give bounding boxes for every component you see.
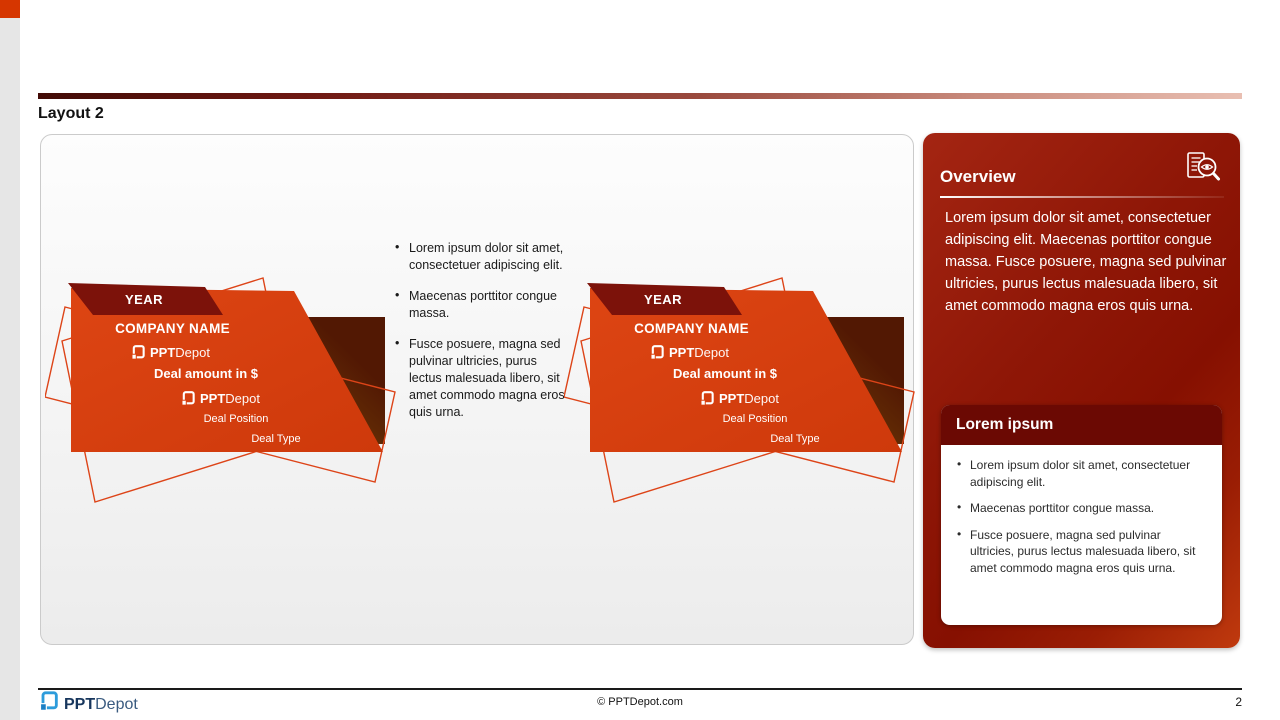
footer-rule <box>38 688 1242 690</box>
deal-card-left <box>45 272 445 522</box>
brand-light: Depot <box>95 695 138 713</box>
brand-logo-white: PPTDepot <box>679 390 799 407</box>
deal-amount-label: Deal amount in $ <box>672 366 778 381</box>
overview-divider <box>940 196 1224 198</box>
page-with-fold-icon <box>649 345 664 361</box>
callout-card <box>941 405 1222 625</box>
deal-type-label: Deal Type <box>770 433 820 445</box>
page-with-fold-icon <box>180 391 195 407</box>
callout-header <box>941 405 1222 445</box>
list-item: • Fusce posuere, magna sed pulvinar ultricies, purus lectus malesuada libero, sit amet commodo magna eros quis urna. <box>393 336 571 421</box>
brand-light: Depot <box>175 345 210 361</box>
page-number: 2 <box>1235 695 1242 709</box>
company-name: COMPANY NAME <box>634 321 749 336</box>
brand-logo-white: PPTDepot <box>629 344 749 361</box>
deal-position-label: Deal Position <box>203 413 269 425</box>
company-name: COMPANY NAME <box>115 321 230 336</box>
list-item: • Lorem ipsum dolor sit amet, consectetuer adipiscing elit. <box>393 240 571 274</box>
page-with-fold-icon <box>130 345 145 361</box>
deal-amount-label: Deal amount in $ <box>153 366 259 381</box>
list-item: • Lorem ipsum dolor sit amet, consectetuer adipiscing elit. <box>955 457 1208 490</box>
deal-card-right <box>564 272 964 522</box>
deal-type-label: Deal Type <box>251 433 301 445</box>
brand-bold: PPT <box>64 695 96 713</box>
callout-title: Lorem ipsum <box>956 416 1054 433</box>
list-item: • Maecenas porttitor congue massa. <box>955 500 1208 517</box>
slide-accent-square <box>0 0 20 18</box>
deal-position-label: Deal Position <box>722 413 788 425</box>
brand-logo-white: PPTDepot <box>160 390 280 407</box>
footer-copyright: © PPTDepot.com <box>597 696 683 708</box>
page-with-fold-icon <box>699 391 714 407</box>
list-item: • Fusce posuere, magna sed pulvinar ultricies, purus lectus malesuada libero, sit amet commodo magna eros quis urna. <box>955 527 1208 577</box>
callout-bullet-list <box>955 457 1208 576</box>
title-underline-rule <box>38 93 1242 99</box>
slide-edge-strip <box>0 18 20 720</box>
list-item: • Maecenas porttitor congue massa. <box>393 288 571 322</box>
year-label: YEAR <box>643 292 683 307</box>
brand-bold: PPT <box>150 345 176 361</box>
year-label: YEAR <box>124 292 164 307</box>
page-title: Layout 2 <box>38 105 104 122</box>
overview-paragraph: Lorem ipsum dolor sit amet, consectetuer adipiscing elit. Maecenas porttitor congue massa. Fusce posuere, magna sed pulvinar ultricies, purus lectus malesuada libero, sit amet commodo magna eros quis urna. <box>945 210 1227 314</box>
overview-title: Overview <box>940 167 1016 186</box>
document-magnifier-eye-icon <box>1183 150 1223 190</box>
center-bullet-list <box>393 240 571 435</box>
brand-logo-white <box>110 344 230 361</box>
overview-panel <box>923 133 1240 648</box>
